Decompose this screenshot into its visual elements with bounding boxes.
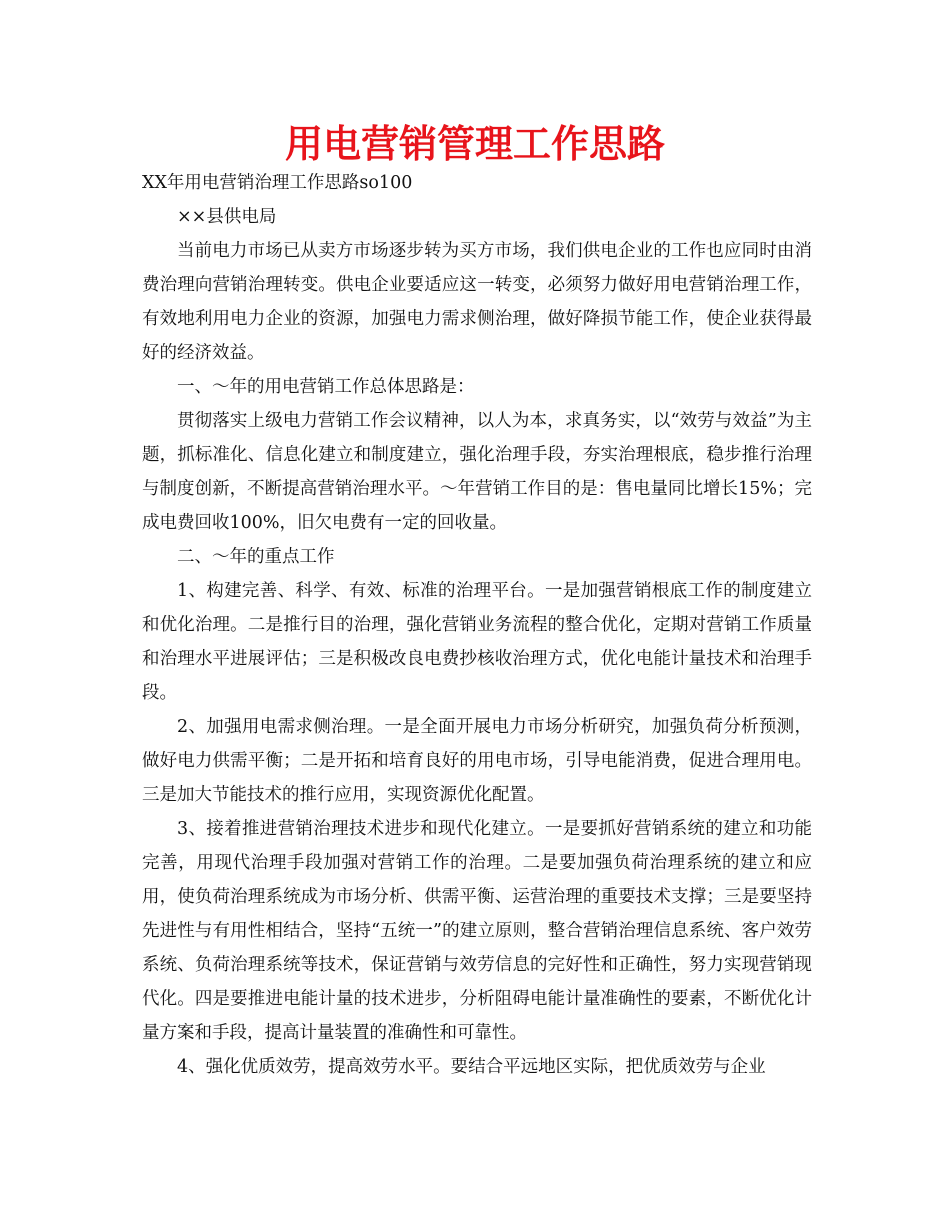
- paragraph: 1、构建完善、科学、有效、标准的治理平台。一是加强营销根底工作的制度建立和优化治理。二是推行目的治理，强化营销业务流程的整合优化，定期对营销工作质量和治理水平进展评估；三是积极改良电费抄核收治理方式，优化电能计量技术和治理手段。: [142, 581, 812, 703]
- paragraph: 贯彻落实上级电力营销工作会议精神，以人为本，求真务实，以“效劳与效益”为主题，抓标准化、信息化建立和制度建立，强化治理手段，夯实治理根底，稳步推行治理与制度创新，不断提高营销治理水平。～年营销工作目的是：售电量同比增长15%；完成电费回收100%，旧欠电费有一定的回收量。: [142, 411, 812, 533]
- section-heading: 一、～年的用电营销工作总体思路是：: [177, 377, 475, 397]
- paragraph: 3、接着推进营销治理技术进步和现代化建立。一是要抓好营销系统的建立和功能完善，用现代治理手段加强对营销工作的治理。二是要加强负荷治理系统的建立和应用，使负荷治理系统成为市场分析、供需平衡、运营治理的重要技术支撑；三是要坚持先进性与有用性相结合，坚持“五统一”的建立原则，整合营销治理信息系统、客户效劳系统、负荷治理系统等技术，保证营销与效劳信息的完好性和正确性，努力实现营销现代化。四是要推进电能计量的技术进步，分析阻碍电能计量准确性的要素，不断优化计量方案和手段，提高计量装置的准确性和可靠性。: [142, 819, 812, 1043]
- document-body: [142, 166, 812, 1084]
- paragraph: 2、加强用电需求侧治理。一是全面开展电力市场分析研究，加强负荷分析预测，做好电力供需平衡；二是开拓和培育良好的用电市场，引导电能消费，促进合理用电。三是加大节能技术的推行应用，实现资源优化配置。: [142, 717, 812, 805]
- document-org: ××县供电局: [177, 207, 277, 227]
- document-subtitle: XX年用电营销治理工作思路so100: [142, 173, 413, 193]
- section-heading: 二、～年的重点工作: [177, 547, 335, 567]
- paragraph: 4、强化优质效劳，提高效劳水平。要结合平远地区实际，把优质效劳与企业: [177, 1057, 766, 1077]
- paragraph: 当前电力市场已从卖方市场逐步转为买方市场，我们供电企业的工作也应同时由消费治理向营销治理转变。供电企业要适应这一转变，必须努力做好用电营销治理工作，有效地利用电力企业的资源，加强电力需求侧治理，做好降损节能工作，使企业获得最好的经济效益。: [142, 241, 812, 363]
- document-title: 用电营销管理工作思路: [284, 122, 665, 166]
